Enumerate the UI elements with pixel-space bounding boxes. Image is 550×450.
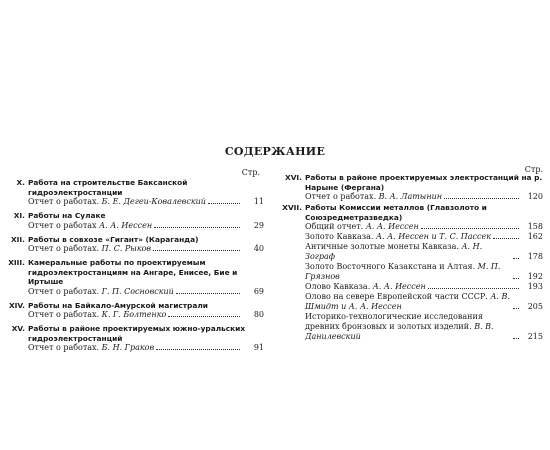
entry-title: Отчет о работах.	[28, 244, 100, 253]
toc-entry	[6, 221, 264, 231]
entry-title: Общий отчет.	[305, 222, 364, 231]
section-heading	[6, 211, 264, 221]
section-heading	[281, 203, 543, 222]
section-heading	[6, 178, 264, 197]
toc-section	[6, 301, 264, 321]
entry-author: П. С. Рыков	[101, 244, 152, 253]
entry-author: В. В. Данилевский	[305, 322, 494, 341]
leader-dots	[513, 308, 519, 309]
entry-title: Олово на севере Европейской части СССР.	[305, 292, 488, 301]
section-heading	[6, 324, 264, 343]
entry-text-wrap	[28, 244, 151, 254]
entry-text-wrap	[305, 292, 511, 312]
toc-entry	[281, 242, 543, 262]
toc-section	[6, 258, 264, 297]
toc-entry	[6, 244, 264, 254]
entry-author: А. В. Шмидт и А. А. Иессен	[305, 292, 510, 311]
leader-dots	[421, 228, 519, 229]
toc-entry	[6, 287, 264, 297]
entry-title: Олово Кавказа.	[305, 282, 371, 291]
toc-section	[6, 211, 264, 231]
entry-title: Отчет о работах.	[28, 286, 100, 296]
entry-page-number: 192	[527, 272, 543, 281]
section-heading	[6, 258, 264, 287]
entry-title: Отчет о работах.	[28, 310, 100, 319]
entry-title: Золото Кавказа.	[305, 232, 374, 241]
entry-page-number: 120	[527, 192, 543, 201]
entry-text-wrap	[28, 310, 166, 320]
toc-entry	[281, 282, 543, 292]
toc-entry	[281, 292, 543, 312]
toc-section	[6, 235, 264, 255]
section-title: Камеральные работы по проектируемым гидроэлектростанциям на Ангаре, Енисее, Бие и Иртыше	[28, 258, 238, 286]
page-title: СОДЕРЖАНИЕ	[224, 145, 326, 158]
section-number: XII.	[10, 234, 25, 244]
toc-section	[6, 178, 264, 207]
entry-page-number: 215	[527, 332, 543, 341]
entry-author: А. А. Иессен и Т. С. Пассек	[375, 232, 492, 241]
entry-text-wrap	[305, 222, 419, 232]
entry-page-number: 178	[527, 252, 543, 261]
section-title: Работа на строительстве Баксанской гидроэлектростанции	[28, 178, 188, 197]
entry-title: Отчет о работах.	[305, 192, 377, 201]
entry-author: А. А. Иессен	[99, 220, 153, 230]
entry-title: Отчет о работах.	[28, 197, 100, 206]
leader-dots	[513, 338, 519, 339]
entry-author: М. П. Грязнов	[305, 262, 501, 281]
entry-title: Отчет о работах	[28, 220, 97, 230]
entry-text-wrap	[305, 312, 511, 342]
section-title: Работы на Сулаке	[28, 211, 106, 220]
section-number: X.	[16, 178, 25, 187]
leader-dots	[154, 227, 240, 228]
section-number: XIII.	[8, 258, 25, 267]
entry-author: Б. Н. Граков	[101, 343, 155, 352]
leader-dots	[176, 293, 240, 294]
entry-author: В. А. Латынин	[378, 192, 443, 201]
entry-page-number: 91	[253, 343, 264, 352]
entry-author: Г. П. Сосновский	[101, 286, 174, 296]
section-title: Работы в районе проектируемых южно-уральских гидроэлектростанций	[28, 324, 246, 343]
entry-text-wrap	[28, 197, 206, 207]
entry-page-number: 11	[253, 197, 264, 206]
entry-text-wrap	[305, 242, 511, 262]
leader-dots	[428, 288, 519, 289]
section-number: XIV.	[8, 300, 25, 310]
toc-entry	[6, 310, 264, 320]
leader-dots	[444, 198, 519, 199]
entry-page-number: 29	[253, 220, 264, 230]
entry-text-wrap	[305, 232, 491, 242]
entry-page-number: 193	[527, 282, 543, 291]
leader-dots	[168, 316, 240, 317]
leader-dots	[156, 349, 240, 350]
toc-entry	[281, 192, 543, 202]
entry-page-number: 205	[527, 302, 543, 311]
toc-left-column	[6, 168, 264, 357]
section-heading	[6, 301, 264, 311]
toc-entry	[6, 197, 264, 207]
leader-dots	[153, 250, 240, 251]
leader-dots	[513, 278, 519, 279]
section-number: XVI.	[285, 173, 302, 182]
toc-entry	[281, 262, 543, 282]
entry-text-wrap	[305, 262, 511, 282]
entry-page-number: 69	[253, 286, 264, 296]
entry-page-number: 158	[527, 222, 543, 231]
section-title: Работы Комиссии металлов (Главзолото и Союзредметразведка)	[305, 203, 487, 222]
toc-section	[281, 173, 543, 202]
entry-text-wrap	[305, 192, 442, 202]
page-column-header: Стр.	[241, 168, 260, 177]
entry-text-wrap	[28, 221, 152, 231]
entry-title: Отчет о работах.	[28, 343, 100, 352]
entry-page-number: 162	[527, 232, 543, 241]
entry-text-wrap	[28, 343, 154, 353]
section-heading	[6, 235, 264, 245]
leader-dots	[208, 203, 240, 204]
entry-page-number: 40	[253, 244, 264, 253]
entry-author: А. А. Иессен	[365, 222, 419, 231]
section-number: XV.	[11, 324, 25, 333]
entry-text-wrap	[305, 282, 426, 292]
section-title: Работы на Байкало-Амурской магистрали	[28, 300, 208, 310]
section-title: Работы в совхозе «Гигант» (Караганда)	[28, 234, 199, 244]
leader-dots	[493, 238, 519, 239]
toc-right-column	[281, 165, 543, 343]
section-number: XVII.	[282, 203, 302, 212]
toc-section	[6, 324, 264, 353]
entry-text-wrap	[28, 287, 174, 297]
section-title: Работы в районе проектируемых электростанций на р. Нарыне (Фергана)	[305, 173, 543, 192]
toc-entry	[281, 312, 543, 342]
entry-title: Античные золотые монеты Кавказа.	[305, 242, 459, 251]
section-heading	[281, 173, 543, 192]
page-column-header: Стр.	[524, 165, 543, 174]
entry-page-number: 80	[253, 310, 264, 319]
leader-dots	[513, 258, 519, 259]
entry-title: Историко-технологические исследования древних бронзовых и золотых изделий.	[305, 312, 483, 331]
toc-section	[281, 203, 543, 342]
entry-author: А. Н. Зограф	[305, 242, 483, 261]
entry-title: Золото Восточного Казакстана и Алтая.	[305, 262, 476, 271]
section-number: XI.	[13, 211, 25, 220]
toc-entry	[281, 232, 543, 242]
entry-author: К. Г. Болтенко	[101, 310, 167, 319]
toc-entry	[6, 343, 264, 353]
entry-author: Б. Е. Дегеи-Ковалевский	[101, 197, 206, 206]
toc-entry	[281, 222, 543, 232]
entry-author: А. А. Иессен	[372, 282, 426, 291]
